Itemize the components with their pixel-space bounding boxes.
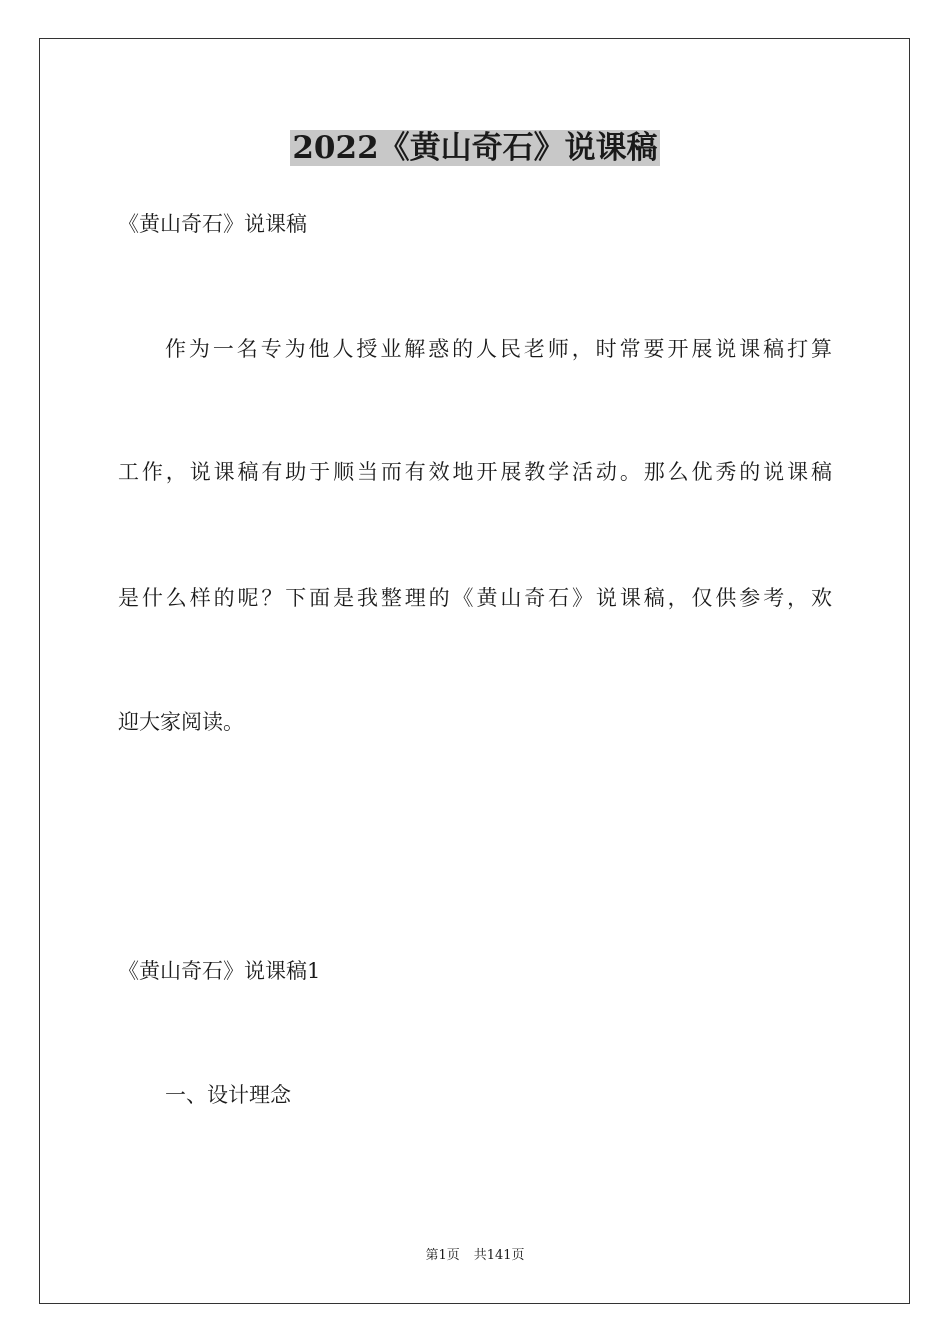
page-number-total: 共141页 (473, 1248, 525, 1263)
section-heading: 一、设计理念 (165, 1083, 291, 1107)
intro-line-2: 工作，说课稿有助于顺当而有效地开展教学活动。那么优秀的说课稿 (118, 460, 832, 484)
section-title: 《黄山奇石》说课稿1 (118, 959, 321, 983)
page-footer (0, 1247, 950, 1265)
document-title-text: 2022《黄山奇石》说课稿 (292, 130, 658, 166)
intro-line-3: 是什么样的呢？下面是我整理的《黄山奇石》说课稿，仅供参考，欢 (118, 586, 832, 610)
intro-line-1: 作为一名专为他人授业解惑的人民老师，时常要开展说课稿打算 (165, 337, 832, 361)
intro-line-4: 迎大家阅读。 (118, 710, 244, 734)
page-number-current: 第1页 (425, 1248, 460, 1263)
document-title (0, 126, 950, 170)
document-subtitle: 《黄山奇石》说课稿 (118, 212, 307, 236)
